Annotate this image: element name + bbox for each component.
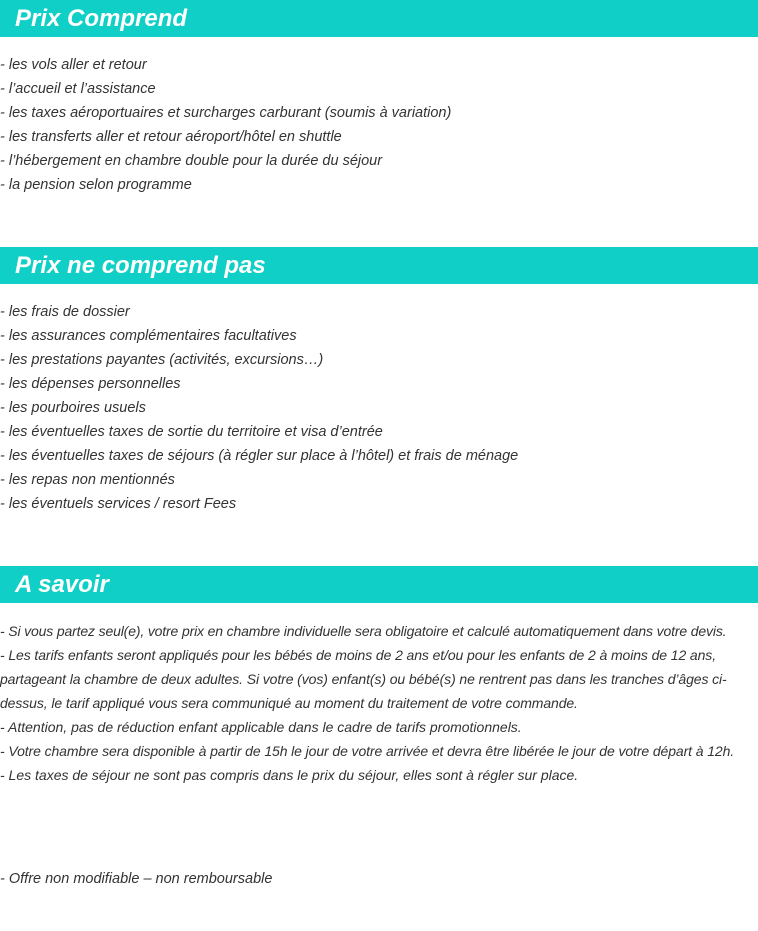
section-title-a-savoir: A savoir — [0, 566, 758, 603]
excluded-list — [0, 300, 758, 516]
list-item: - les éventuelles taxes de séjours (à régler sur place à l’hôtel) et frais de ménage — [0, 448, 519, 464]
list-item: - les frais de dossier — [0, 304, 130, 320]
list-item: - les repas non mentionnés — [0, 472, 175, 488]
list-item: - l’accueil et l’assistance — [0, 81, 156, 97]
list-item: - Les tarifs enfants seront appliqués pour les bébés de moins de 2 ans et/ou pour les enfants de 2 à moins de 12 ans, partageant la chambre de deux adultes. Si votre (vos) enfant(s) ou bébé(s) ne rentrent pas dans les tranches d’âges ci-dessus, le tarif appliqué vous sera communiqué au moment du traitement de votre commande. — [0, 647, 727, 711]
section-title-prix-comprend: Prix Comprend — [0, 0, 758, 37]
list-item: - les transferts aller et retour aéroport/hôtel en shuttle — [0, 129, 342, 145]
list-item: - les vols aller et retour — [0, 57, 147, 73]
list-item: - Si vous partez seul(e), votre prix en chambre individuelle sera obligatoire et calculé automatiquement dans votre devis. — [0, 623, 727, 639]
list-item: - la pension selon programme — [0, 177, 192, 193]
list-item: - les éventuelles taxes de sortie du territoire et visa d’entrée — [0, 424, 383, 440]
list-item: - Les taxes de séjour ne sont pas compris dans le prix du séjour, elles sont à régler sur place. — [0, 767, 579, 783]
list-item: - Attention, pas de réduction enfant applicable dans le cadre de tarifs promotionnels. — [0, 719, 522, 735]
list-item: - les prestations payantes (activités, excursions…) — [0, 352, 324, 368]
list-item: - les taxes aéroportuaires et surcharges carburant (soumis à variation) — [0, 105, 452, 121]
list-item: - les pourboires usuels — [0, 400, 146, 416]
offer-conditions-note: - Offre non modifiable – non remboursable — [0, 871, 273, 887]
list-item: - les éventuels services / resort Fees — [0, 496, 237, 512]
included-list — [0, 53, 758, 197]
section-title-prix-ne-comprend-pas: Prix ne comprend pas — [0, 247, 758, 284]
list-item: - Votre chambre sera disponible à partir de 15h le jour de votre arrivée et devra être libérée le jour de votre départ à 12h. — [0, 743, 735, 759]
list-item: - les assurances complémentaires facultatives — [0, 328, 297, 344]
info-list — [0, 619, 758, 787]
list-item: - l’hébergement en chambre double pour la durée du séjour — [0, 153, 383, 169]
list-item: - les dépenses personnelles — [0, 376, 181, 392]
